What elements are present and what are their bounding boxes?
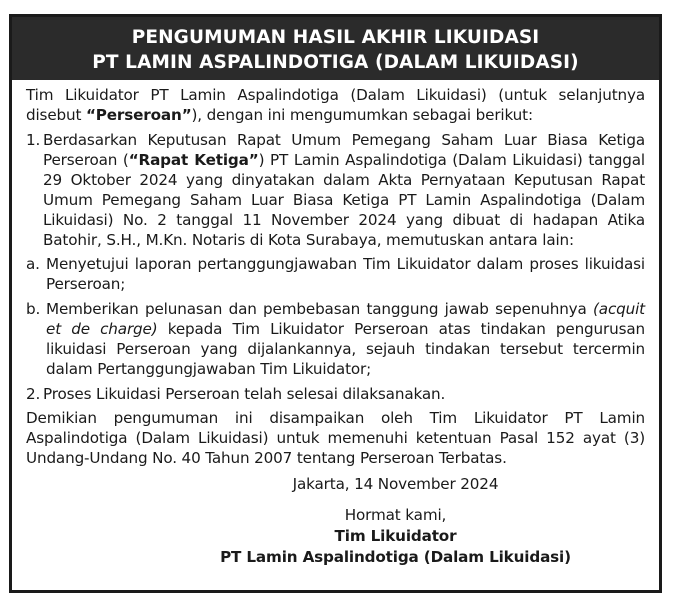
greeting: Hormat kami,	[344, 506, 447, 524]
list-item-2-text: Proses Likuidasi Perseroan telah selesai dilaksanakan.	[43, 385, 446, 403]
signer-bold: Tim Likuidator	[334, 527, 457, 545]
item1-defined-term: “Rapat Ketiga”	[128, 151, 259, 169]
announcement-body	[12, 80, 659, 568]
sub-item-a	[26, 254, 645, 294]
place-date: Jakarta, 14 November 2024	[292, 475, 499, 493]
intro-text-2: ), dengan ini mengumumkan sebagai berikut:	[191, 106, 533, 124]
item1-text-1: Berdasarkan Keputusan Rapat Umum Pemegang Saham Luar Biasa Ketiga Perseroan (	[43, 131, 645, 169]
sub-item-b-text	[46, 299, 645, 379]
intro-defined-term: “Perseroan”	[85, 106, 192, 124]
signer-company	[146, 547, 645, 568]
list-item-2-number: 2.	[26, 385, 41, 403]
signature-block	[26, 474, 645, 568]
header-title-line2: PT LAMIN ASPALINDOTIGA (DALAM LIKUIDASI)	[92, 52, 579, 73]
company-bold: PT Lamin Aspalindotiga (Dalam Likuidasi)	[220, 548, 571, 566]
list-item-1-number: 1.	[26, 131, 41, 149]
sub-b-text-1: Memberikan pelunasan dan pembebasan tanggung jawab sepenuhnya	[46, 300, 594, 318]
intro-text-1: Tim Likuidator PT Lamin Aspalindotiga (Dalam Likuidasi) (untuk selanjutnya disebut	[26, 86, 645, 124]
item1-text-2: ) PT Lamin Aspalindotiga (Dalam Likuidasi) tanggal 29 Oktober 2024 yang dinyatakan dalam Akta Pernyataan Keputusan Rapat Umum Pemegang Saham Luar Biasa Ketiga PT Lamin Aspalindotiga (Dalam Likuidasi) No. 2 tanggal 11 November 2024 yang dibuat di hadapan Atika Batohir, S.H., M.Kn. Notaris di Kota Surabaya, memutuskan antara lain:	[43, 151, 645, 249]
closing-paragraph: Demikian pengumuman ini disampaikan oleh Tim Likuidator PT Lamin Aspalindotiga (Dalam Likuidasi) untuk memenuhi ketentuan Pasal 152 ayat (3) Undang-Undang No. 40 Tahun 2007 tentang Perseroan Terbatas.	[26, 409, 645, 467]
list-item-1-text	[43, 130, 645, 250]
list-item-1	[26, 130, 645, 250]
announcement-frame	[9, 14, 662, 593]
sub-item-a-letter: a.	[26, 255, 40, 273]
sub-item-b-letter: b.	[26, 300, 41, 318]
announcement-header	[12, 17, 659, 80]
sub-item-a-text: Menyetujui laporan pertanggungjawaban Tim Likuidator dalam proses likuidasi Perseroan;	[46, 255, 645, 293]
sub-item-b	[26, 299, 645, 379]
sub-b-latin-term: (acquit et de charge)	[46, 300, 645, 338]
intro-paragraph	[26, 85, 645, 125]
header-title-line1: PENGUMUMAN HASIL AKHIR LIKUIDASI	[131, 27, 540, 48]
signer-name	[146, 526, 645, 547]
list-item-2	[26, 384, 645, 404]
sub-b-text-2: kepada Tim Likuidator Perseroan atas tindakan pengurusan likuidasi Perseroan yang dijalankannya, sejauh tindakan tersebut tercermin dalam Pertanggungjawaban Tim Likuidator;	[46, 320, 645, 378]
